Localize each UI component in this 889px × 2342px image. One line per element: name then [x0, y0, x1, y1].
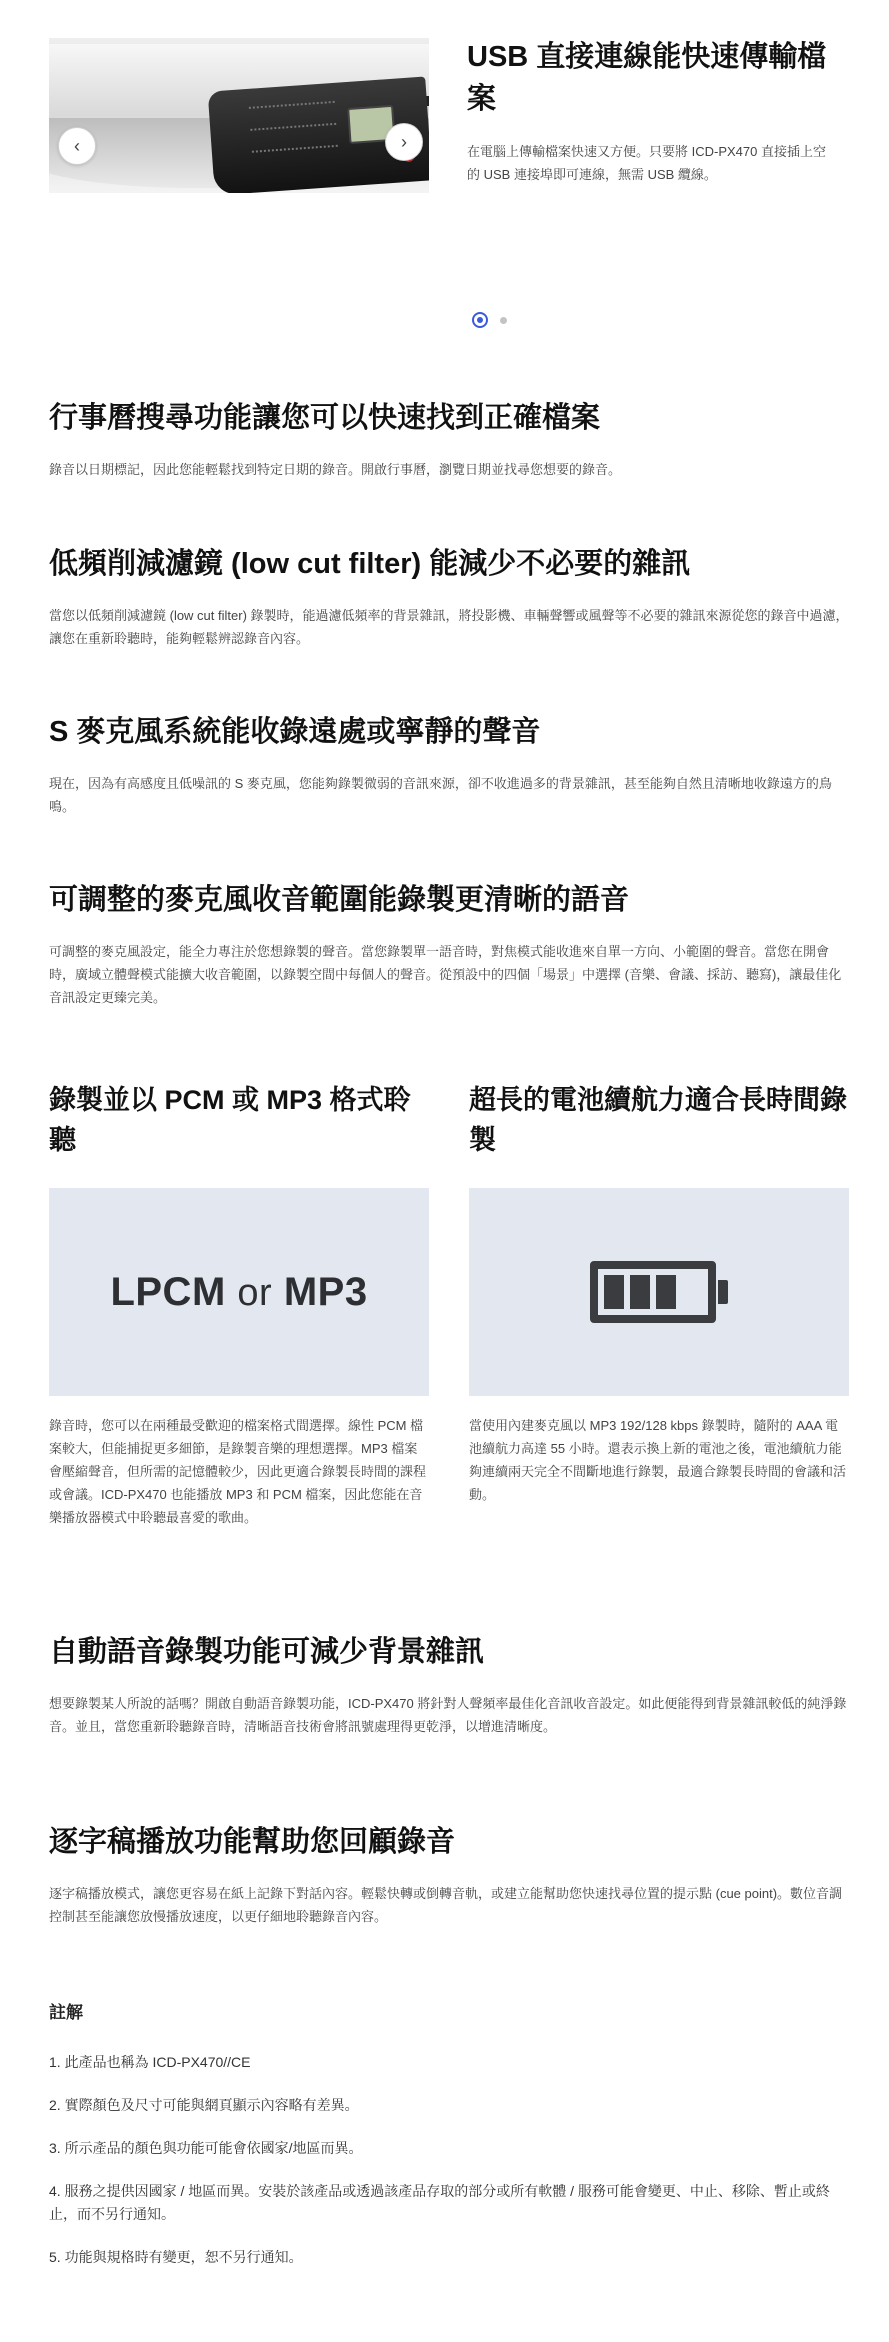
section-text: 現在，因為有高感度且低噪訊的 S 麥克風，您能夠錄製微弱的音訊來源，卻不收進過多的背景雜訊，甚至能夠自然且清晰地收錄遠方的鳥鳴。: [49, 776, 832, 814]
or-text: or: [237, 1271, 273, 1314]
column-title: 超長的電池續航力適合長時間錄製: [469, 1085, 847, 1155]
feature-section-mic-range: [49, 880, 849, 1009]
column-text: 錄音時，您可以在兩種最受歡迎的檔案格式間選擇。線性 PCM 檔案較大，但能捕捉更多細節，是錄製音樂的理想選擇。MP3 檔案會壓縮聲音，但所需的記憶體較少，因此更適合錄製長時間的課程或會議。ICD-PX470 也能播放 MP3 和 PCM 檔案，因此您能在音樂播放器模式中聆聽最喜愛的歌曲。: [49, 1418, 427, 1525]
recorder-buttons: [250, 123, 337, 141]
section-title: 低頻削減濾鏡 (low cut filter) 能減少不必要的雜訊: [49, 548, 691, 580]
battery-cell: [604, 1275, 624, 1309]
battery-cell: [656, 1275, 676, 1309]
feature-section-calendar: [49, 398, 849, 481]
feature-column-pcm-mp3: [49, 1080, 429, 1529]
section-text: 逐字稿播放模式，讓您更容易在紙上記錄下對話內容。輕鬆快轉或倒轉音軌，或建立能幫助您快速找尋位置的提示點 (cue point)。數位音調控制甚至能讓您放慢播放速度，以更仔細地聆聽錄音內容。: [49, 1886, 843, 1924]
note-item: 2. 實際顏色及尺寸可能與網頁顯示內容略有差異。: [49, 2097, 359, 2113]
battery-cell: [630, 1275, 650, 1309]
feature-carousel: [49, 0, 859, 340]
lpcm-mp3-label: [110, 1270, 367, 1315]
slide-title: USB 直接連線能快速傳輸檔案: [467, 41, 827, 115]
slide-description: 在電腦上傳輸檔案快速又方便。只要將 ICD-PX470 直接插上空的 USB 連接埠即可連線，無需 USB 纜線。: [467, 144, 826, 182]
section-text: 錄音以日期標記，因此您能輕鬆找到特定日期的錄音。開啟行事曆，瀏覽日期並找尋您想要的錄音。: [49, 462, 622, 477]
battery-cell-empty: [682, 1275, 702, 1309]
feature-section-low-cut: [49, 544, 849, 650]
note-item: 1. 此產品也稱為 ICD-PX470//CE: [49, 2054, 251, 2070]
recorder-buttons: [252, 145, 339, 163]
carousel-prev-button[interactable]: [58, 127, 96, 165]
section-text: 可調整的麥克風設定，能全力專注於您想錄製的聲音。當您錄製單一語音時，對焦模式能收進來自單一方向、小範圍的聲音。當您在開會時，廣域立體聲模式能擴大收音範圍，以錄製空間中每個人的聲音。從預設中的四個「場景」中選擇 (音樂、會議、採訪、聽寫)，讓最佳化音訊設定更臻完美。: [49, 944, 842, 1005]
usb-recorder-image: [49, 38, 429, 193]
feature-section-s-mic: [49, 712, 849, 818]
notes-section: [49, 1998, 849, 2289]
note-item: 3. 所示產品的顏色與功能可能會依國家/地區而異。: [49, 2140, 363, 2156]
chevron-right-icon: ›: [401, 131, 407, 152]
feature-section-auto-voice: [49, 1632, 849, 1738]
section-title: S 麥克風系統能收錄遠處或寧靜的聲音: [49, 716, 541, 748]
lpcm-mp3-image: [49, 1188, 429, 1396]
battery-icon: [590, 1261, 716, 1323]
section-title: 逐字稿播放功能幫助您回顧錄音: [49, 1826, 456, 1858]
section-title: 行事曆搜尋功能讓您可以快速找到正確檔案: [49, 402, 601, 434]
column-text: 當使用內建麥克風以 MP3 192/128 kbps 錄製時，隨附的 AAA 電池續航力高達 55 小時。還表示換上新的電池之後，電池續航力能夠連續兩天完全不間斷地進行錄製，最適合錄製長時間的會議和活動。: [469, 1418, 847, 1502]
section-title: 自動語音錄製功能可減少背景雜訊: [49, 1636, 485, 1668]
mp3-text: MP3: [283, 1269, 368, 1314]
lpcm-text: LPCM: [110, 1269, 226, 1314]
section-title: 可調整的麥克風收音範圍能錄製更清晰的語音: [49, 884, 630, 916]
note-item: 5. 功能與規格時有變更，恕不另行通知。: [49, 2249, 303, 2265]
section-text: 當您以低頻削減濾鏡 (low cut filter) 錄製時，能過濾低頻率的背景雜訊，將投影機、車輛聲響或風聲等不必要的雜訊來源從您的錄音中過濾，讓您在重新聆聽時，能夠輕鬆辨認錄音內容。: [49, 608, 849, 646]
feature-column-battery: [469, 1080, 849, 1506]
chevron-left-icon: ‹: [74, 135, 80, 156]
section-text: 想要錄製某人所說的話嗎？開啟自動語音錄製功能，ICD-PX470 將針對人聲頻率最佳化音訊收音設定。如此便能得到背景雜訊較低的純淨錄音。並且，當您重新聆聽錄音時，清晰語音技術會將訊號處理得更乾淨，以增進清晰度。: [49, 1696, 847, 1734]
feature-section-transcription: [49, 1822, 849, 1928]
carousel-dot-active[interactable]: [472, 312, 488, 328]
carousel-dot[interactable]: [500, 317, 507, 324]
recorder-buttons: [249, 101, 336, 119]
notes-title: 註解: [49, 2003, 83, 2022]
note-item: 4. 服務之提供因國家 / 地區而異。安裝於該產品或透過該產品存取的部分或所有軟體 / 服務可能會變更、中止、移除、暫止或終止，而不另行通知。: [49, 2183, 830, 2222]
slide-text: [467, 36, 837, 186]
carousel-next-button[interactable]: [385, 123, 423, 161]
carousel-dots: [472, 312, 507, 328]
battery-image: [469, 1188, 849, 1396]
column-title: 錄製並以 PCM 或 MP3 格式聆聽: [49, 1085, 411, 1155]
battery-tip: [718, 1280, 728, 1304]
